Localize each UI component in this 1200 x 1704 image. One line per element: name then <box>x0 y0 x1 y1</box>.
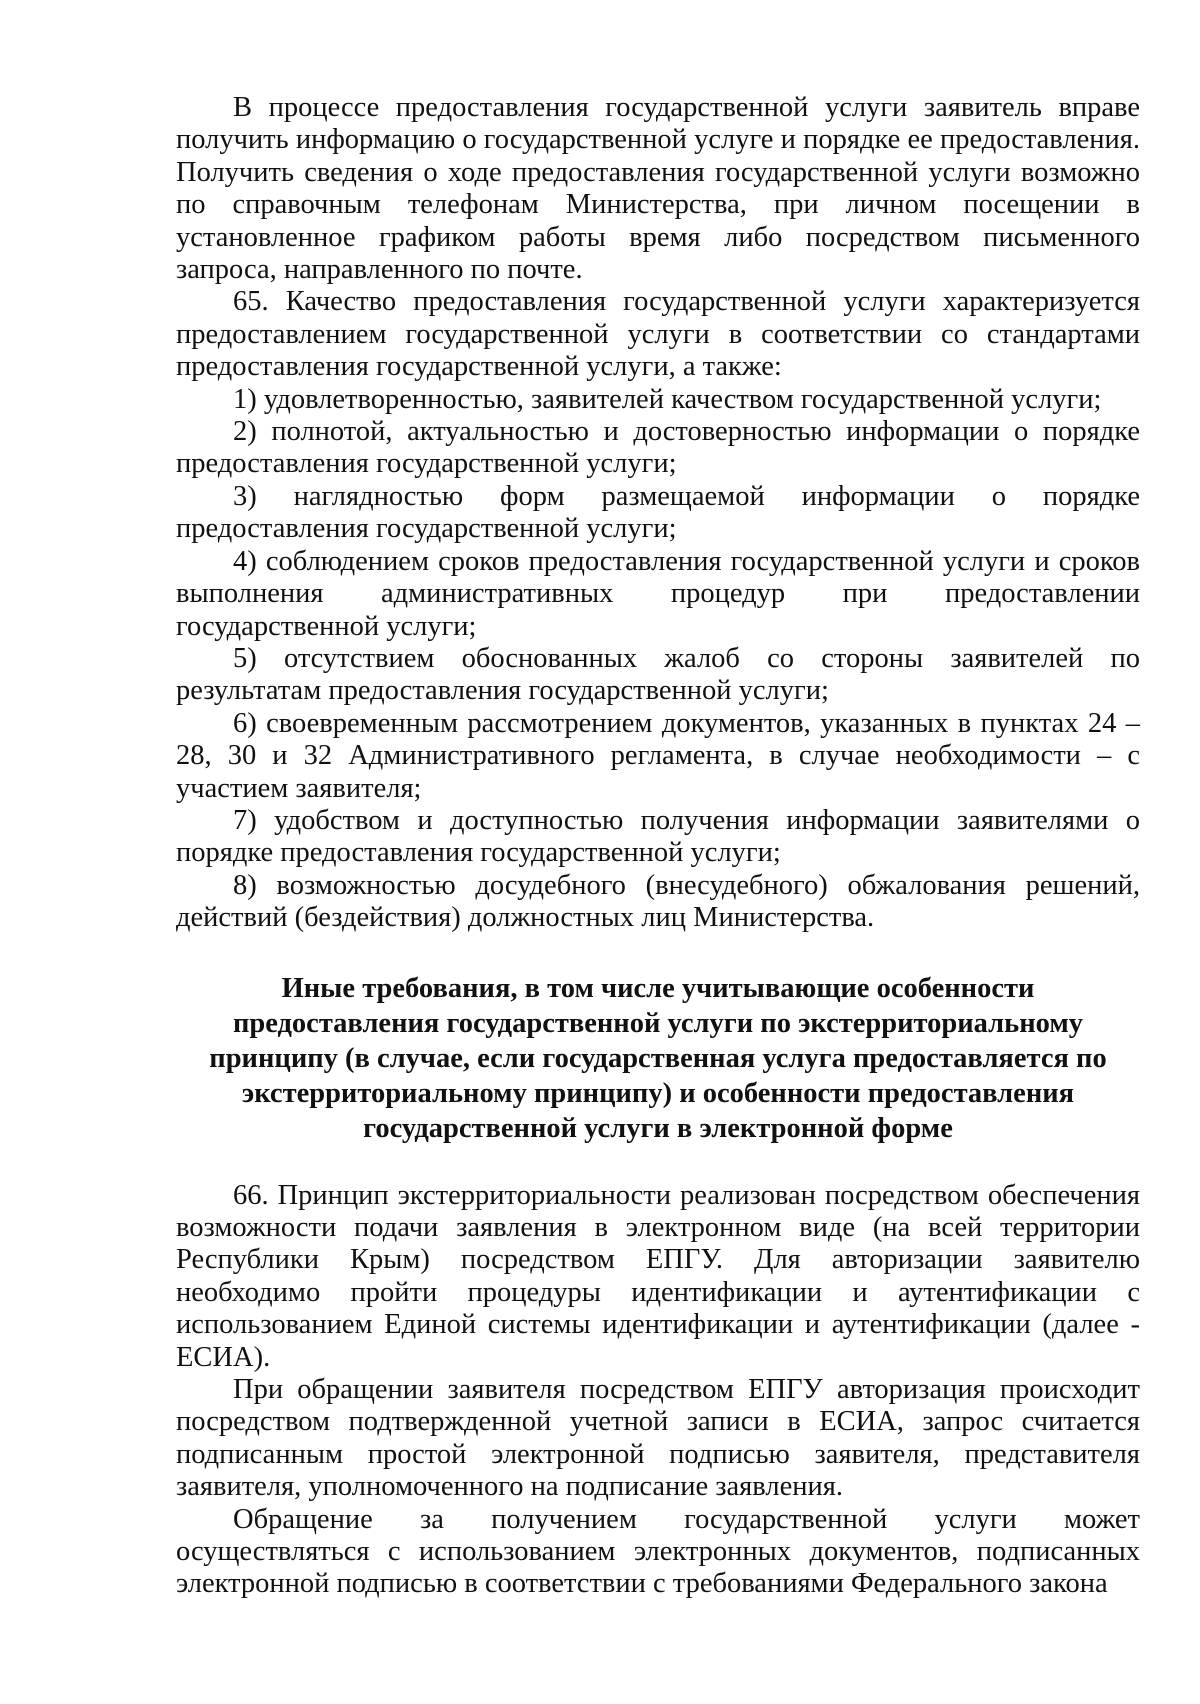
section-heading: Иные требования, в том числе учитывающие особенности предоставления государственной услуги по экстерриториальному принципу (в случае, если государственная услуга предоставляется по экстерриториальному принципу) и особенности предоставления государственной услуги в электронной форме <box>209 972 1107 1144</box>
paragraph-epgu-authorization: При обращении заявителя посредством ЕПГУ авторизация происходит посредством подтвержденной учетной записи в ЕСИА, запрос считается подписанным простой электронной подписью заявителя, представителя заявителя, уполномоченного на подписание заявления. <box>176 1374 1140 1503</box>
paragraph-info-rights: В процессе предоставления государственной услуги заявитель вправе получить информацию о государственной услуге и порядке ее предоставления. Получить сведения о ходе предоставления государственной услуги возможно по справочным телефонам Министерства, при личном посещении в установленное графиком работы время либо посредством письменного запроса, направленного по почте. <box>176 92 1140 286</box>
document-page <box>176 92 1140 1601</box>
paragraph-66: 66. Принцип экстерриториальности реализован посредством обеспечения возможности подачи заявления в электронном виде (на всей территории Республики Крым) посредством ЕПГУ. Для авторизации заявителю необходимо пройти процедуры идентификации и аутентификации с использованием Единой системы идентификации и аутентификации (далее - ЕСИА). <box>176 1179 1140 1373</box>
list-item-2: 2) полнотой, актуальностью и достоверностью информации о порядке предоставления государственной услуги; <box>176 416 1140 480</box>
list-item-3: 3) наглядностью форм размещаемой информации о порядке предоставления государственной услуги; <box>176 480 1140 545</box>
list-item-8: 8) возможностью досудебного (внесудебного) обжалования решений, действий (бездействия) должностных лиц Министерства. <box>176 869 1140 934</box>
list-item-6: 6) своевременным рассмотрением документов, указанных в пунктах 24 – 28, 30 и 32 Административного регламента, в случае необходимости – с участием заявителя; <box>176 707 1140 804</box>
list-item-4: 4) соблюдением сроков предоставления государственной услуги и сроков выполнения административных процедур при предоставлении государственной услуги; <box>176 545 1140 642</box>
paragraph-65: 65. Качество предоставления государственной услуги характеризуется предоставлением государственной услуги в соответствии со стандартами предоставления государственной услуги, а также: <box>176 286 1140 383</box>
list-item-5: 5) отсутствием обоснованных жалоб со стороны заявителей по результатам предоставления государственной услуги; <box>176 642 1140 707</box>
paragraph-electronic-documents: Обращение за получением государственной услуги может осуществляться с использованием электронных документов, подписанных электронной подписью в соответствии с требованиями Федерального закона <box>176 1503 1140 1600</box>
list-item-7: 7) удобством и доступностью получения информации заявителями о порядке предоставления государственной услуги; <box>176 804 1140 869</box>
list-item-1: 1) удовлетворенностью, заявителей качеством государственной услуги; <box>233 383 1102 415</box>
